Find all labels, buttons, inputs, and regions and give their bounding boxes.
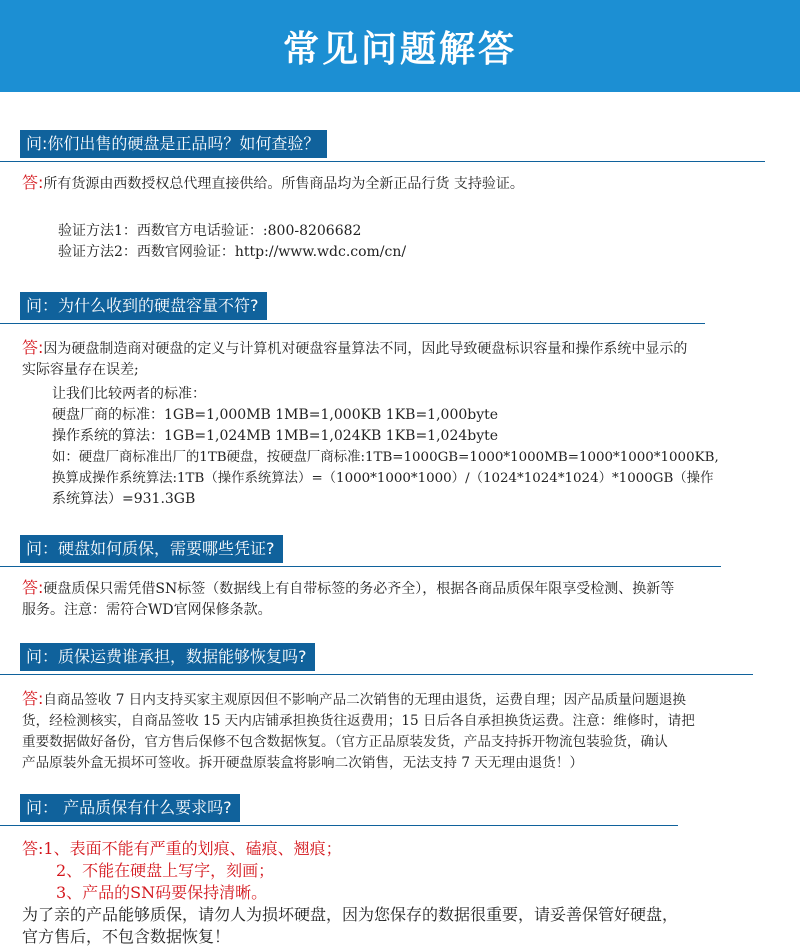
os-standard: 操作系统的算法：1GB=1,024MB 1MB=1,024KB 1KB=1,024byte xyxy=(52,428,499,444)
requirement-1: 1、表面不能有严重的划痕、磕痕、翘痕； xyxy=(43,839,342,858)
answer-line: 重要数据做好备份，官方售后保修不包含数据恢复。（官方正品原装发货，产品支持拆开物流包装验货，确认 xyxy=(22,734,668,750)
answer-line: 实际容量存在误差; xyxy=(22,362,139,378)
answer-label: 答: xyxy=(22,578,44,597)
answer-1 xyxy=(22,172,786,195)
answer-line: 硬盘质保只需凭借SN标签（数据线上有自带标签的务必齐全），根据各商品质保年限享受检测、换新等 xyxy=(43,581,675,597)
answer-line: 货，经检测核实，自商品签收 15 天内店铺承担换货往返费用；15 日后各自承担换货运费。注意：维修时，请把 xyxy=(22,713,695,729)
answer-2 xyxy=(22,337,786,381)
verify-method-2: 验证方法2：西数官网验证：http://www.wdc.com/cn/ xyxy=(58,244,407,260)
answer-5 xyxy=(22,838,790,948)
answer-label: 答: xyxy=(22,338,44,357)
closing-line: 为了亲的产品能够质保，请勿人为损坏硬盘，因为您保存的数据很重要，请妥善保管好硬盘， xyxy=(22,905,679,924)
page-title: 常见问题解答 xyxy=(282,28,517,70)
answer-line: 因为硬盘制造商对硬盘的定义与计算机对硬盘容量算法不同，因此导致硬盘标识容量和操作系统中显示的 xyxy=(43,341,688,357)
header-banner xyxy=(0,0,800,92)
answer-label: 答: xyxy=(22,173,44,192)
question-3: 问：硬盘如何质保，需要哪些凭证? xyxy=(20,535,283,563)
question-2: 问：为什么收到的硬盘容量不符? xyxy=(20,292,267,320)
question-1: 问:你们出售的硬盘是正品吗？如何查验？ xyxy=(20,130,327,158)
answer-3 xyxy=(22,577,786,621)
answer-label: 答: xyxy=(22,689,44,708)
vendor-standard: 硬盘厂商的标准：1GB=1,000MB 1MB=1,000KB 1KB=1,000byte xyxy=(52,407,499,423)
answer-line: 产品原装外盒无损坏可签收。拆开硬盘原装盒将影响二次销售，无法支持 7 天无理由退货！） xyxy=(22,755,584,771)
answer-line: 自商品签收 7 日内支持买家主观原因但不影响产品二次销售的无理由退货，运费自理；因产品质量问题退换 xyxy=(43,692,687,708)
answer-text: 所有货源由西数授权总代理直接供给。所售商品均为全新正品行货 支持验证。 xyxy=(43,176,524,192)
answer-label: 答: xyxy=(22,839,44,858)
answer-4 xyxy=(22,688,786,774)
answer-line: 服务。注意：需符合WD官网保修条款。 xyxy=(22,602,272,618)
verify-method-1: 验证方法1：西数官方电话验证：:800-8206682 xyxy=(58,223,362,239)
closing-line: 官方售后，不包含数据恢复！ xyxy=(22,927,231,946)
example-line: 如：硬盘厂商标准出厂的1TB硬盘，按硬盘厂商标准:1TB=1000GB=1000*1000MB=1000*1000*1000KB, xyxy=(52,450,719,465)
compare-intro: 让我们比较两者的标准： xyxy=(52,386,206,402)
example-line: 换算成操作系统算法:1TB（操作系统算法）=（1000*1000*1000）/（1024*1024*1024）*1000GB（操作 xyxy=(52,471,714,486)
question-4: 问：质保运费谁承担，数据能够恢复吗? xyxy=(20,643,315,671)
example-line: 系统算法）=931.3GB xyxy=(52,491,196,507)
requirement-3: 3、产品的SN码要保持清晰。 xyxy=(56,883,268,902)
question-5: 问： 产品质保有什么要求吗? xyxy=(20,794,240,822)
requirement-2: 2、不能在硬盘上写字，刻画； xyxy=(56,861,275,880)
